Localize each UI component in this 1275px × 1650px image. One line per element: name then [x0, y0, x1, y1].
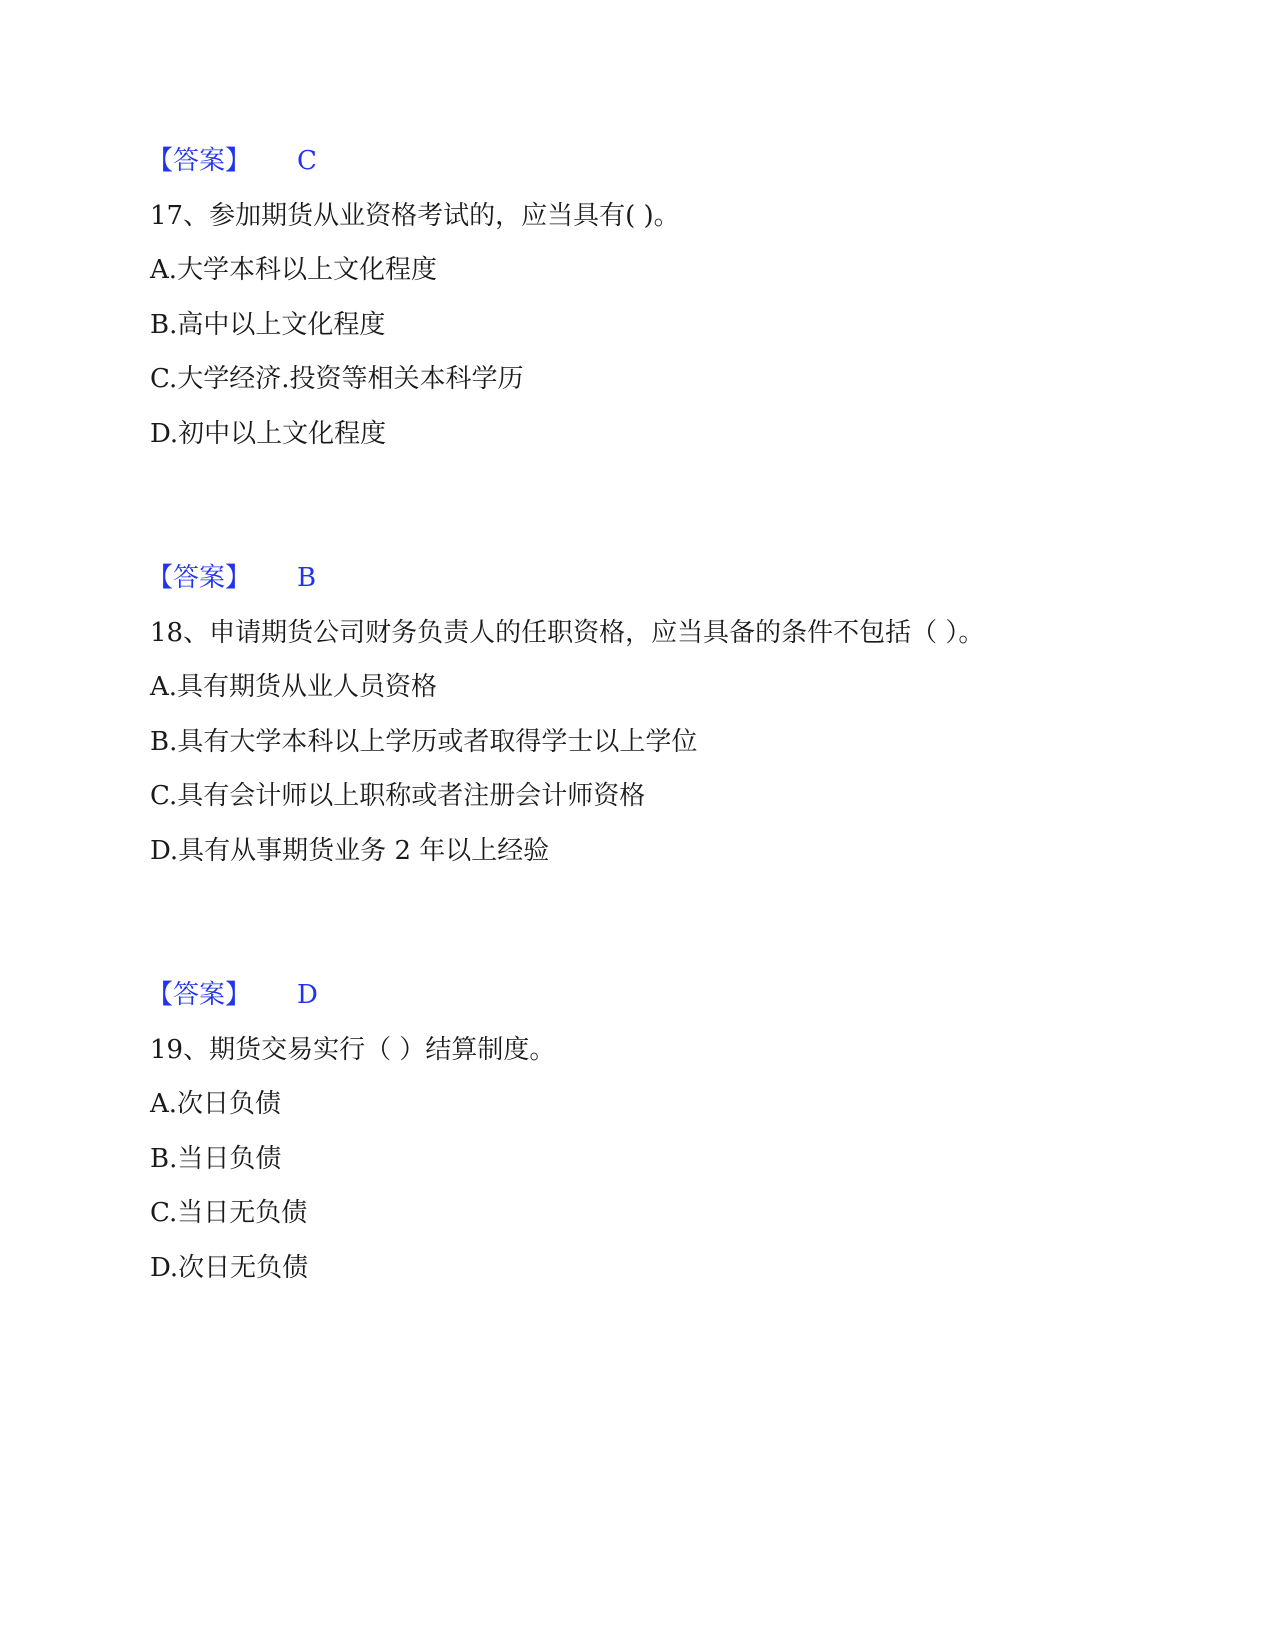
option-d: D.具有从事期货业务 2 年以上经验	[150, 836, 550, 866]
option-b: B.具有大学本科以上学历或者取得学士以上学位	[150, 727, 698, 757]
option-b: B.高中以上文化程度	[150, 310, 386, 340]
question-text: 17、参加期货从业资格考试的，应当具有( )。	[150, 201, 680, 231]
answer-line	[147, 978, 318, 1012]
answer-value: B	[297, 563, 317, 593]
option-c: C.具有会计师以上职称或者注册会计师资格	[150, 781, 646, 811]
question-text: 18、申请期货公司财务负责人的任职资格，应当具备的条件不包括（ ）。	[150, 618, 985, 648]
option-d: D.初中以上文化程度	[150, 419, 387, 449]
answer-value: C	[297, 146, 317, 176]
option-b: B.当日负债	[150, 1144, 282, 1174]
option-a: A.具有期货从业人员资格	[150, 672, 438, 702]
option-a: A.大学本科以上文化程度	[150, 255, 438, 285]
option-c: C.当日无负债	[150, 1198, 308, 1228]
answer-line	[147, 561, 317, 595]
answer-line	[147, 144, 317, 178]
option-c: C.大学经济.投资等相关本科学历	[150, 364, 524, 394]
answer-label: 【答案】	[147, 563, 252, 593]
answer-label: 【答案】	[147, 980, 252, 1010]
answer-label: 【答案】	[147, 146, 252, 176]
option-a: A.次日负债	[150, 1089, 282, 1119]
option-d: D.次日无负债	[150, 1253, 309, 1283]
question-text: 19、期货交易实行（ ）结算制度。	[150, 1035, 556, 1065]
answer-value: D	[297, 980, 318, 1010]
